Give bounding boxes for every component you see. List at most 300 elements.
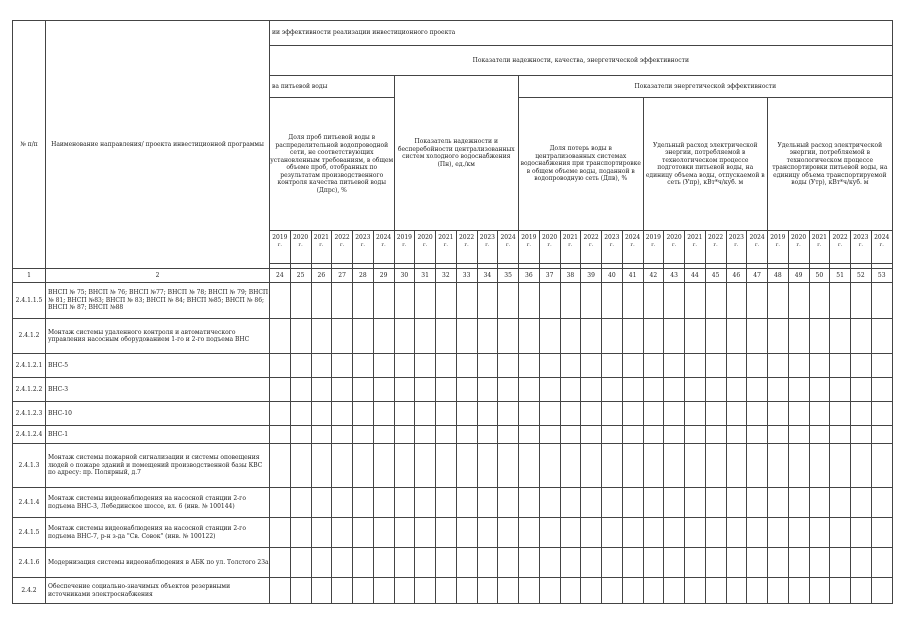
year-header: [685, 231, 706, 264]
year-label: 2019: [272, 234, 288, 241]
column-number: 49: [788, 269, 809, 283]
year-label: 2019: [645, 234, 662, 241]
empty-cell: [456, 518, 477, 548]
table-row: [13, 378, 893, 402]
empty-cell: [685, 488, 706, 518]
year-header: [664, 231, 685, 264]
year-header: [311, 231, 332, 264]
row-name: ВНС-1: [46, 426, 270, 444]
year-suffix: г.: [858, 241, 863, 248]
row-code: 2.4.1.2: [13, 319, 46, 354]
empty-cell: [768, 283, 789, 319]
year-header: [270, 231, 291, 264]
row-name: ВНС-3: [46, 378, 270, 402]
empty-cell: [622, 488, 643, 518]
empty-cell: [394, 319, 415, 354]
empty-cell: [353, 283, 374, 319]
year-suffix: г.: [340, 241, 345, 248]
empty-cell: [539, 578, 560, 604]
empty-cell: [809, 402, 830, 426]
year-header: [560, 231, 581, 264]
empty-cell: [602, 319, 623, 354]
empty-cell: [270, 426, 291, 444]
empty-cell: [477, 354, 498, 378]
empty-cell: [270, 283, 291, 319]
empty-cell: [560, 488, 581, 518]
empty-cell: [456, 426, 477, 444]
empty-cell: [373, 354, 394, 378]
empty-cell: [311, 378, 332, 402]
empty-cell: [290, 426, 311, 444]
empty-cell: [788, 488, 809, 518]
empty-cell: [622, 426, 643, 444]
empty-cell: [581, 402, 602, 426]
empty-cell: [519, 319, 540, 354]
empty-cell: [768, 354, 789, 378]
empty-cell: [685, 319, 706, 354]
empty-cell: [726, 518, 747, 548]
empty-cell: [498, 354, 519, 378]
empty-cell: [830, 548, 851, 578]
empty-cell: [353, 444, 374, 488]
empty-cell: [809, 354, 830, 378]
empty-cell: [788, 548, 809, 578]
empty-cell: [311, 402, 332, 426]
empty-cell: [477, 518, 498, 548]
empty-cell: [311, 283, 332, 319]
row-code: 2.4.1.2.2: [13, 378, 46, 402]
empty-cell: [436, 426, 457, 444]
empty-cell: [809, 426, 830, 444]
column-number: 2: [46, 269, 270, 283]
year-header: [415, 231, 436, 264]
empty-cell: [685, 402, 706, 426]
empty-cell: [622, 578, 643, 604]
empty-cell: [539, 378, 560, 402]
year-header: [788, 231, 809, 264]
year-label: 2020: [417, 234, 433, 241]
empty-cell: [851, 354, 872, 378]
empty-cell: [747, 548, 768, 578]
year-suffix: г.: [402, 241, 407, 248]
empty-cell: [664, 378, 685, 402]
column-number: 51: [830, 269, 851, 283]
empty-cell: [664, 548, 685, 578]
year-header: [622, 231, 643, 264]
empty-cell: [851, 444, 872, 488]
empty-cell: [290, 488, 311, 518]
empty-cell: [788, 354, 809, 378]
row-name: ВНСП № 75; ВНСП № 76; ВНСП №77; ВНСП № 78; ВНСП № 79; ВНСП № 81; ВНСП №83; ВНСП № 83; ВНСП № 84; ВНСП №85; ВНСП № 86; ВНСП № 87; ВНСП №88: [46, 283, 270, 319]
year-header: [809, 231, 830, 264]
empty-cell: [809, 548, 830, 578]
year-suffix: г.: [277, 241, 282, 248]
table-row: [13, 548, 893, 578]
empty-cell: [373, 444, 394, 488]
empty-cell: [602, 488, 623, 518]
empty-cell: [519, 444, 540, 488]
empty-cell: [622, 402, 643, 426]
empty-cell: [394, 426, 415, 444]
year-suffix: г.: [568, 241, 573, 248]
empty-cell: [539, 444, 560, 488]
table-row: [13, 283, 893, 319]
empty-cell: [560, 426, 581, 444]
row-code: 2.4.1.2.1: [13, 354, 46, 378]
empty-cell: [871, 319, 892, 354]
year-label: 2021: [562, 234, 579, 241]
year-suffix: г.: [713, 241, 718, 248]
empty-cell: [851, 518, 872, 548]
year-label: 2024: [624, 234, 641, 241]
year-header: [768, 231, 789, 264]
year-label: 2023: [604, 234, 620, 241]
empty-cell: [768, 548, 789, 578]
empty-cell: [788, 578, 809, 604]
empty-cell: [394, 548, 415, 578]
empty-cell: [519, 426, 540, 444]
empty-cell: [788, 283, 809, 319]
year-suffix: г.: [838, 241, 843, 248]
year-header: [539, 231, 560, 264]
empty-cell: [436, 578, 457, 604]
empty-cell: [726, 319, 747, 354]
empty-cell: [498, 488, 519, 518]
year-header: [456, 231, 477, 264]
empty-cell: [290, 518, 311, 548]
row-code: 2.4.1.2.4: [13, 426, 46, 444]
empty-cell: [519, 578, 540, 604]
empty-cell: [581, 283, 602, 319]
empty-cell: [602, 402, 623, 426]
year-label: 2024: [749, 234, 765, 241]
empty-cell: [519, 488, 540, 518]
empty-cell: [290, 444, 311, 488]
empty-cell: [747, 444, 768, 488]
col-num-header: № п/п: [13, 21, 46, 269]
empty-cell: [270, 354, 291, 378]
column-number: 50: [809, 269, 830, 283]
empty-cell: [332, 488, 353, 518]
empty-cell: [747, 518, 768, 548]
empty-cell: [436, 283, 457, 319]
empty-cell: [726, 402, 747, 426]
row-name: Модернизация системы видеонаблюдения в АБК по ул. Толстого 23а: [46, 548, 270, 578]
empty-cell: [353, 354, 374, 378]
empty-cell: [768, 518, 789, 548]
empty-cell: [705, 426, 726, 444]
empty-cell: [560, 319, 581, 354]
empty-cell: [332, 378, 353, 402]
empty-cell: [539, 426, 560, 444]
empty-cell: [290, 354, 311, 378]
empty-cell: [270, 378, 291, 402]
column-number: 38: [560, 269, 581, 283]
empty-cell: [270, 444, 291, 488]
column-number: 34: [477, 269, 498, 283]
empty-cell: [643, 283, 664, 319]
empty-cell: [415, 402, 436, 426]
column-number: 36: [519, 269, 540, 283]
year-header: [705, 231, 726, 264]
empty-cell: [871, 378, 892, 402]
empty-cell: [394, 283, 415, 319]
empty-cell: [851, 378, 872, 402]
empty-cell: [332, 354, 353, 378]
empty-cell: [353, 578, 374, 604]
year-label: 2022: [832, 234, 848, 241]
empty-cell: [830, 378, 851, 402]
empty-cell: [830, 488, 851, 518]
year-suffix: г.: [796, 241, 801, 248]
empty-cell: [685, 518, 706, 548]
empty-cell: [643, 319, 664, 354]
empty-cell: [830, 444, 851, 488]
empty-cell: [747, 283, 768, 319]
empty-cell: [581, 488, 602, 518]
empty-cell: [809, 319, 830, 354]
empty-cell: [830, 319, 851, 354]
year-label: 2020: [541, 234, 558, 241]
year-header: [519, 231, 540, 264]
empty-cell: [353, 319, 374, 354]
column-number: 26: [311, 269, 332, 283]
empty-cell: [788, 518, 809, 548]
empty-cell: [726, 444, 747, 488]
empty-cell: [373, 518, 394, 548]
year-label: 2022: [458, 234, 475, 241]
column-number: 52: [851, 269, 872, 283]
year-suffix: г.: [734, 241, 739, 248]
column-number: 1: [13, 269, 46, 283]
table-row: [13, 354, 893, 378]
column-number: 28: [353, 269, 374, 283]
empty-cell: [851, 402, 872, 426]
year-suffix: г.: [630, 241, 635, 248]
empty-cell: [436, 378, 457, 402]
empty-cell: [726, 283, 747, 319]
empty-cell: [747, 578, 768, 604]
empty-cell: [705, 354, 726, 378]
year-suffix: г.: [319, 241, 324, 248]
empty-cell: [477, 319, 498, 354]
year-suffix: г.: [672, 241, 677, 248]
column-number: 41: [622, 269, 643, 283]
empty-cell: [643, 488, 664, 518]
empty-cell: [353, 518, 374, 548]
column-number: 48: [768, 269, 789, 283]
empty-cell: [519, 354, 540, 378]
empty-cell: [871, 444, 892, 488]
empty-cell: [436, 518, 457, 548]
empty-cell: [809, 444, 830, 488]
year-header: [871, 231, 892, 264]
table-row: [13, 319, 893, 354]
empty-cell: [581, 444, 602, 488]
year-label: 2021: [811, 234, 828, 241]
empty-cell: [871, 518, 892, 548]
year-suffix: г.: [485, 241, 490, 248]
year-suffix: г.: [547, 241, 552, 248]
year-label: 2021: [438, 234, 454, 241]
year-header: [581, 231, 602, 264]
empty-cell: [539, 283, 560, 319]
empty-cell: [415, 319, 436, 354]
empty-cell: [705, 578, 726, 604]
empty-cell: [290, 378, 311, 402]
empty-cell: [830, 518, 851, 548]
row-name: ВНС-10: [46, 402, 270, 426]
empty-cell: [394, 444, 415, 488]
empty-cell: [581, 518, 602, 548]
year-suffix: г.: [879, 241, 884, 248]
empty-cell: [373, 378, 394, 402]
row-name: Обеспечение социально-значимых объектов резервными источниками электроснабжения: [46, 578, 270, 604]
year-header: [373, 231, 394, 264]
empty-cell: [270, 488, 291, 518]
empty-cell: [436, 488, 457, 518]
empty-cell: [871, 402, 892, 426]
empty-cell: [747, 378, 768, 402]
empty-cell: [560, 444, 581, 488]
empty-cell: [498, 402, 519, 426]
column-number: 39: [581, 269, 602, 283]
empty-cell: [456, 444, 477, 488]
empty-cell: [705, 518, 726, 548]
empty-cell: [373, 548, 394, 578]
empty-cell: [477, 548, 498, 578]
empty-cell: [311, 488, 332, 518]
empty-cell: [830, 354, 851, 378]
row-code: 2.4.1.1.5: [13, 283, 46, 319]
empty-cell: [664, 283, 685, 319]
year-suffix: г.: [692, 241, 697, 248]
empty-cell: [602, 444, 623, 488]
empty-cell: [871, 426, 892, 444]
column-number: 29: [373, 269, 394, 283]
investment-program-table: [12, 20, 893, 604]
year-suffix: г.: [755, 241, 760, 248]
year-header: [332, 231, 353, 264]
year-suffix: г.: [651, 241, 656, 248]
column-number: 37: [539, 269, 560, 283]
empty-cell: [830, 402, 851, 426]
year-suffix: г.: [506, 241, 511, 248]
empty-cell: [809, 378, 830, 402]
empty-cell: [705, 319, 726, 354]
empty-cell: [436, 402, 457, 426]
empty-cell: [871, 578, 892, 604]
empty-cell: [685, 378, 706, 402]
empty-cell: [685, 444, 706, 488]
empty-cell: [456, 548, 477, 578]
year-header: [477, 231, 498, 264]
empty-cell: [581, 548, 602, 578]
empty-cell: [726, 548, 747, 578]
empty-cell: [436, 444, 457, 488]
empty-cell: [394, 378, 415, 402]
empty-cell: [643, 402, 664, 426]
empty-cell: [560, 283, 581, 319]
empty-cell: [477, 378, 498, 402]
empty-cell: [270, 578, 291, 604]
empty-cell: [664, 518, 685, 548]
year-label: 2019: [396, 234, 413, 241]
empty-cell: [498, 319, 519, 354]
sub-title: Показатели надежности, качества, энергетической эффективности: [270, 46, 893, 76]
empty-cell: [622, 319, 643, 354]
empty-cell: [809, 578, 830, 604]
empty-cell: [332, 283, 353, 319]
empty-cell: [332, 548, 353, 578]
empty-cell: [705, 378, 726, 402]
empty-cell: [747, 402, 768, 426]
empty-cell: [788, 426, 809, 444]
empty-cell: [851, 426, 872, 444]
empty-cell: [726, 578, 747, 604]
empty-cell: [311, 518, 332, 548]
table-row: [13, 426, 893, 444]
year-suffix: г.: [526, 241, 531, 248]
empty-cell: [871, 548, 892, 578]
empty-cell: [747, 354, 768, 378]
empty-cell: [270, 518, 291, 548]
empty-cell: [830, 426, 851, 444]
empty-cell: [664, 488, 685, 518]
table-row: [13, 518, 893, 548]
table-row: [13, 488, 893, 518]
empty-cell: [705, 488, 726, 518]
col-name-header: Наименование направления/ проекта инвестиционной программы: [46, 21, 270, 269]
empty-cell: [871, 283, 892, 319]
empty-cell: [290, 319, 311, 354]
column-number: 27: [332, 269, 353, 283]
empty-cell: [768, 578, 789, 604]
empty-cell: [353, 378, 374, 402]
empty-cell: [747, 426, 768, 444]
empty-cell: [685, 548, 706, 578]
empty-cell: [539, 402, 560, 426]
empty-cell: [456, 319, 477, 354]
empty-cell: [519, 548, 540, 578]
year-label: 2020: [292, 234, 309, 241]
empty-cell: [768, 378, 789, 402]
row-name: Монтаж системы удаленного контроля и автоматического управления насосным оборудованием 1-го и 2-го подъема ВНС: [46, 319, 270, 354]
year-label: 2024: [500, 234, 516, 241]
year-label: 2023: [355, 234, 371, 241]
year-label: 2022: [334, 234, 350, 241]
empty-cell: [436, 548, 457, 578]
year-header: [851, 231, 872, 264]
empty-cell: [560, 548, 581, 578]
empty-cell: [498, 283, 519, 319]
empty-cell: [477, 402, 498, 426]
empty-cell: [415, 283, 436, 319]
empty-cell: [664, 444, 685, 488]
empty-cell: [809, 283, 830, 319]
empty-cell: [415, 354, 436, 378]
empty-cell: [622, 378, 643, 402]
year-header: [290, 231, 311, 264]
column-number: 44: [685, 269, 706, 283]
empty-cell: [581, 378, 602, 402]
empty-cell: [353, 402, 374, 426]
empty-cell: [622, 283, 643, 319]
empty-cell: [332, 319, 353, 354]
empty-cell: [539, 518, 560, 548]
year-suffix: г.: [381, 241, 386, 248]
empty-cell: [851, 283, 872, 319]
